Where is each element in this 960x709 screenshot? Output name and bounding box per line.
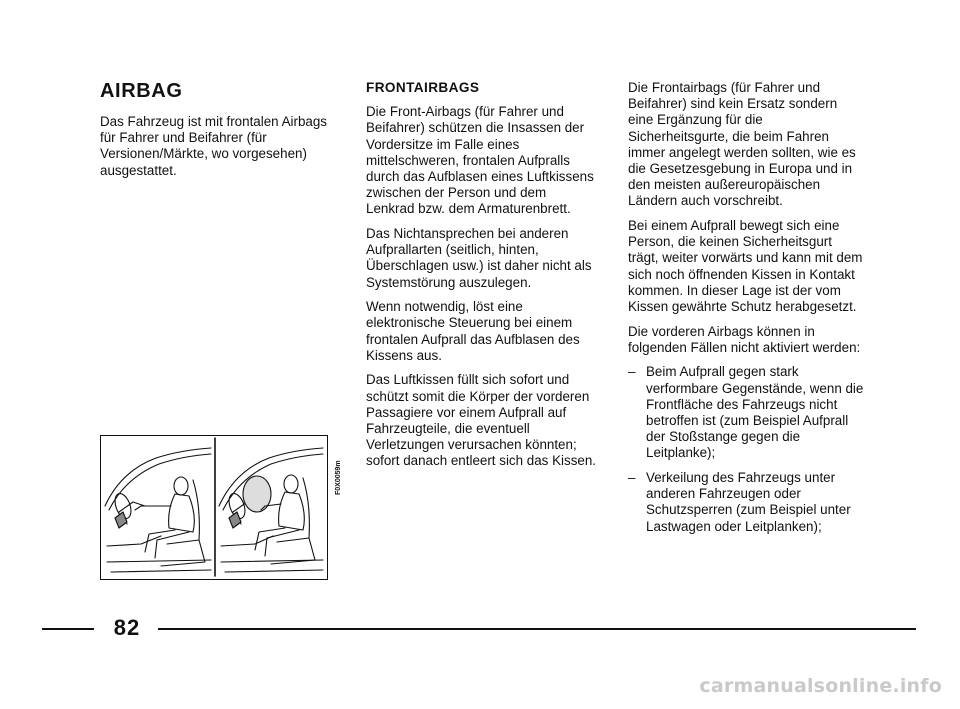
section-title-airbag: AIRBAG: [100, 80, 183, 102]
dash-bullet: –: [628, 364, 636, 380]
column-right: [628, 80, 864, 543]
paragraph: Die Frontairbags (für Fahrer und Beifahrer) sind kein Ersatz sondern eine Ergänzung für die Sicherheitsgurte, die beim Fahren immer angelegt werden sollten, wie es die Gesetzesgebung in Europa und in den meisten außereuropäischen Ländern auch vorschreibt.: [628, 80, 856, 209]
airbag-illustration: [100, 435, 328, 580]
paragraph: Die vorderen Airbags können in folgenden Fällen nicht aktiviert werden:: [628, 323, 861, 355]
paragraph: Das Luftkissen füllt sich sofort und schützt somit die Körper der vorderen Passagiere vor einem Aufprall auf Fahrzeugteile, die eventuell Verletzungen verursachen könnten; sofort danach entleert sich das Kissen.: [366, 372, 597, 469]
list-item-text: Verkeilung des Fahrzeugs unter anderen Fahrzeugen oder Schutzsperren (zum Beispiel unter Lastwagen oder Leitplanken);: [646, 470, 851, 534]
list-item: [628, 364, 864, 461]
paragraph: Bei einem Aufprall bewegt sich eine Person, die keinen Sicherheitsgurt trägt, weiter vorwärts und kann mit dem sich noch öffnenden Kissen in Kontakt kommen. In dieser Lage ist der vom Kissen gewährte Schutz herabgesetzt.: [628, 218, 863, 315]
list-item: [628, 470, 864, 535]
list-item-text: Beim Aufprall gegen stark verformbare Gegenstände, wenn die Frontfläche des Fahrzeugs nicht betroffen ist (zum Beispiel Aufprall der Stoßstange gegen die Leitplanke);: [646, 364, 864, 461]
paragraph: Das Nichtansprechen bei anderen Aufprallarten (seitlich, hinten, Überschlagen usw.) ist daher nicht als Systemstörung auszulegen.: [366, 226, 592, 290]
column-middle: [366, 80, 598, 478]
airbag-illustration-drawing: [101, 436, 326, 578]
page-number: 82: [113, 615, 141, 640]
paragraph: Wenn notwendig, löst eine elektronische Steuerung bei einem frontalen Aufprall das Aufblasen des Kissens aus.: [366, 299, 580, 363]
dash-bullet: –: [628, 470, 636, 486]
figure-code: F0X0059m: [335, 460, 342, 495]
footer-rule-right: [158, 628, 916, 630]
paragraph: Die Front-Airbags (für Fahrer und Beifahrer) schützen die Insassen der Vordersitze im Falle eines mittelschweren, frontalen Aufpralls durch das Aufblasen eines Luftkissens zwischen der Person und dem Lenkrad bzw. dem Armaturenbrett.: [366, 104, 594, 217]
section-title-frontairbags: FRONTAIRBAGS: [366, 80, 480, 95]
column-left: [100, 80, 332, 187]
intro-paragraph: Das Fahrzeug ist mit frontalen Airbags für Fahrer und Beifahrer (für Versionen/Märkte, wo vorgesehen) ausgestattet.: [100, 114, 327, 178]
footer-rule-left: [42, 628, 94, 630]
watermark: carmanualsonline.info: [699, 675, 942, 697]
case-list: [628, 364, 864, 534]
